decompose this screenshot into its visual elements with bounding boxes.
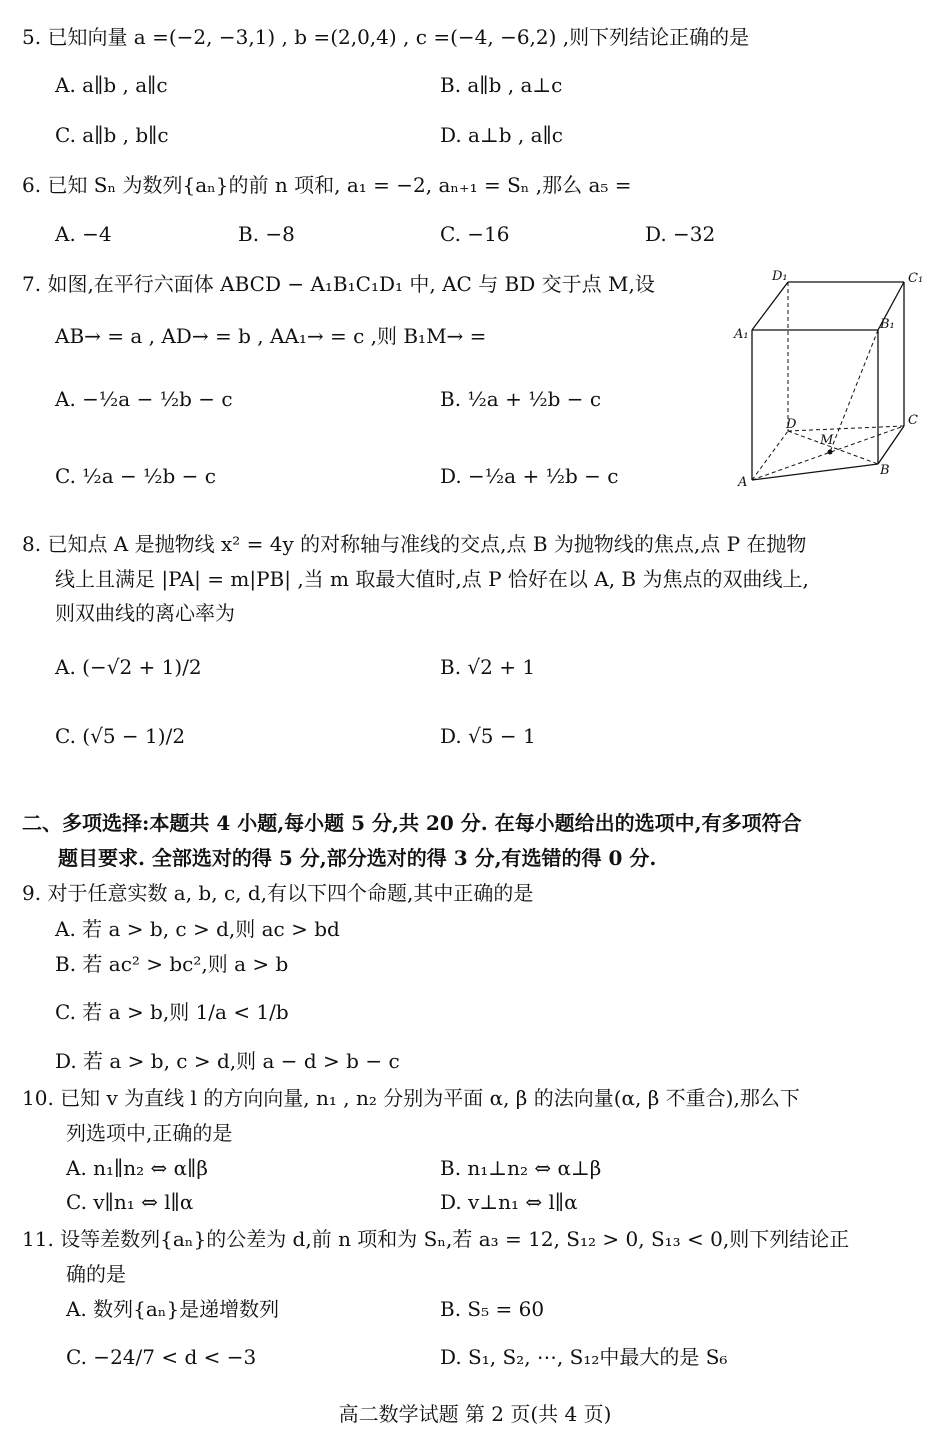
segment-b1-m [830,330,878,452]
label-d: D [786,417,797,432]
label-b: B [880,463,890,478]
parallelepiped-figure [732,268,932,493]
q8-stem-line1: 8. 已知点 A 是抛物线 x² = 4y 的对称轴与准线的交点,点 B 为抛物线的焦点,点 P 在抛物 [22,532,807,556]
q9-option-a: A. 若 a > b, c > d,则 ac > bd [55,917,340,941]
page-footer: 高二数学试题 第 2 页(共 4 页) [338,1402,612,1426]
q11-option-d: D. S₁, S₂, ⋯, S₁₂中最大的是 S₆ [440,1345,728,1369]
label-c: C [908,413,918,428]
hidden-edge-a-d [752,431,788,480]
q9-option-d: D. 若 a > b, c > d,则 a − d > b − c [55,1049,400,1073]
q11-option-a: A. 数列{aₙ}是递增数列 [66,1297,280,1321]
q6-stem: 6. 已知 Sₙ 为数列{aₙ}的前 n 项和, a₁ = −2, aₙ₊₁ = Sₙ ,那么 a₅ = [22,173,632,197]
q5-stem: 5. 已知向量 a =(−2, −3,1) , b =(2,0,4) , c =(−4, −6,2) ,则下列结论正确的是 [22,25,750,49]
label-d1: D₁ [772,269,788,284]
point-m [828,450,833,455]
hidden-edge-d-c [788,426,904,431]
q11-option-c: C. −24/7 < d < −3 [66,1345,257,1369]
q6-option-b: B. −8 [238,222,295,246]
q8-option-a: A. (−√2 + 1)/2 [55,655,202,679]
q11-stem-line2: 确的是 [66,1262,126,1286]
q7-stem-line1: 7. 如图,在平行六面体 ABCD − A₁B₁C₁D₁ 中, AC 与 BD 交于点 M,设 [22,272,655,296]
edge-b-c [878,426,904,464]
q10-stem-line2: 列选项中,正确的是 [66,1121,233,1145]
label-a: A [738,475,748,490]
q11-option-b: B. S₅ = 60 [440,1297,545,1321]
q10-option-a: A. n₁∥n₂ ⇔ α∥β [66,1156,208,1180]
section2-heading-line2: 题目要求. 全部选对的得 5 分,部分选对的得 3 分,有选错的得 0 分. [58,846,657,870]
q10-option-c: C. v∥n₁ ⇔ l∥α [66,1190,194,1214]
q8-option-d: D. √5 − 1 [440,724,536,748]
q7-stem-line2: AB→ = a , AD→ = b , AA₁→ = c ,则 B₁M→ = [55,324,487,348]
q10-option-d: D. v⊥n₁ ⇔ l∥α [440,1190,578,1214]
q6-option-a: A. −4 [55,222,112,246]
q10-stem-line1: 10. 已知 v 为直线 l 的方向向量, n₁ , n₂ 分别为平面 α, β 的法向量(α, β 不重合),那么下 [22,1086,800,1110]
q8-stem-line2: 线上且满足 |PA| = m|PB| ,当 m 取最大值时,点 P 恰好在以 A, B 为焦点的双曲线上, [55,567,809,591]
q10-option-b: B. n₁⊥n₂ ⇔ α⊥β [440,1156,602,1180]
q6-option-d: D. −32 [645,222,716,246]
q9-option-b: B. 若 ac² > bc²,则 a > b [55,952,289,976]
q5-option-a: A. a∥b , a∥c [55,73,168,97]
label-c1: C₁ [908,271,924,286]
label-m: M [820,433,834,448]
q7-option-b: B. ½a + ½b − c [440,387,602,411]
q5-option-d: D. a⊥b , a∥c [440,123,564,147]
q7-option-c: C. ½a − ½b − c [55,464,216,488]
q5-option-b: B. a∥b , a⊥c [440,73,563,97]
q7-option-d: D. −½a + ½b − c [440,464,619,488]
q5-option-c: C. a∥b , b∥c [55,123,169,147]
q11-stem-line1: 11. 设等差数列{aₙ}的公差为 d,前 n 项和为 Sₙ,若 a₃ = 12, S₁₂ > 0, S₁₃ < 0,则下列结论正 [22,1227,850,1251]
q9-option-c: C. 若 a > b,则 1/a < 1/b [55,1000,289,1024]
edge-a-b [752,464,878,480]
section2-heading-line1: 二、多项选择:本题共 4 小题,每小题 5 分,共 20 分. 在每小题给出的选项中,有多项符合 [22,811,802,835]
q8-stem-line3: 则双曲线的离心率为 [55,601,235,625]
q6-option-c: C. −16 [440,222,510,246]
q8-option-c: C. (√5 − 1)/2 [55,724,186,748]
q7-option-a: A. −½a − ½b − c [55,387,233,411]
label-b1: B₁ [880,317,895,332]
edge-a1-d1 [752,282,788,330]
q8-option-b: B. √2 + 1 [440,655,536,679]
q9-stem: 9. 对于任意实数 a, b, c, d,有以下四个命题,其中正确的是 [22,881,534,905]
label-a1: A₁ [734,327,749,342]
